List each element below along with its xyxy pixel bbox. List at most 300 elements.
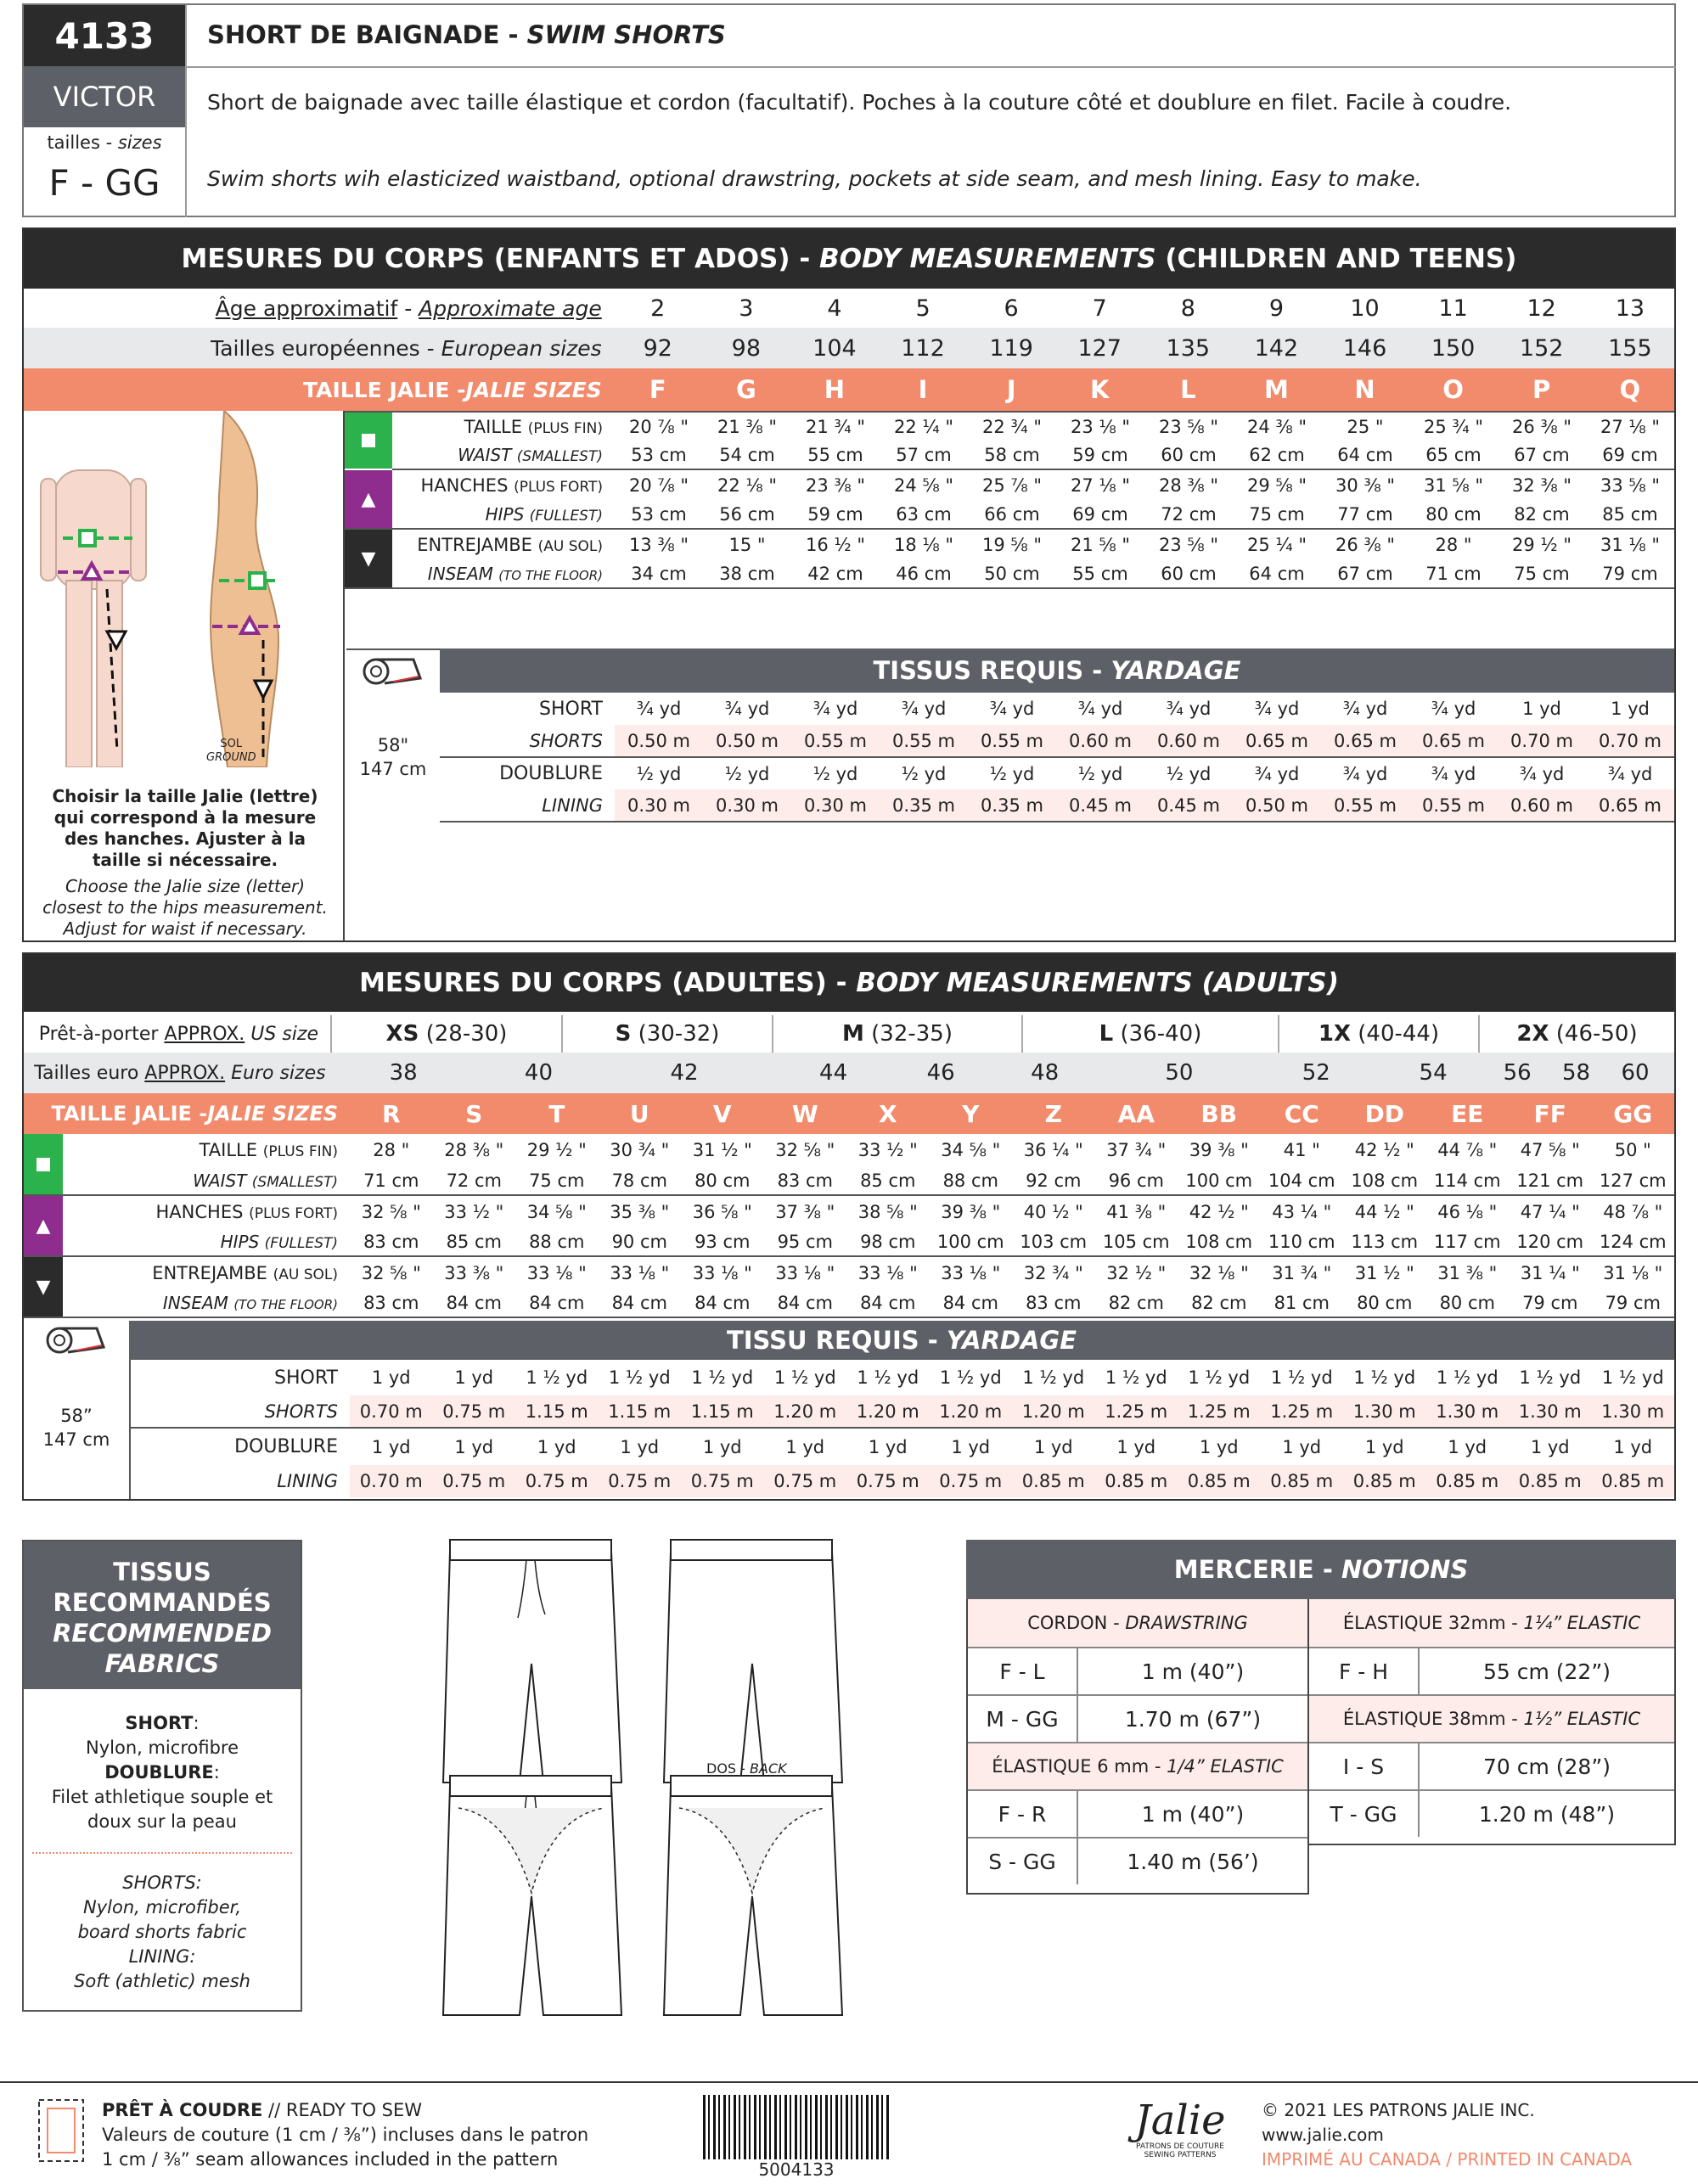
table-cell: 1 yd <box>537 1436 576 1457</box>
table-cell: EE <box>1451 1099 1484 1128</box>
table-row <box>440 789 1674 822</box>
table-cell: 1 ½ yd <box>1188 1367 1251 1388</box>
table-row <box>131 1360 1674 1395</box>
table-cell: 83 cm <box>1026 1292 1082 1313</box>
table-cell: 1 yd <box>454 1367 494 1388</box>
table-cell: SHORT <box>539 698 603 720</box>
table-cell: 21 ⅜ " <box>717 416 778 437</box>
table-cell: 1 yd <box>785 1436 825 1457</box>
table-cell: 1 ½ yd <box>1270 1367 1333 1388</box>
table-cell: 25 " <box>1347 416 1384 437</box>
table-cell: S (30-32) <box>562 1015 773 1053</box>
table-cell: 1.30 m <box>1509 1395 1592 1428</box>
table-row <box>440 693 1674 725</box>
kids-yardage-table <box>440 693 1674 823</box>
table-cell: 29 ½ " <box>1511 534 1572 555</box>
table-cell: 0.50 m <box>615 725 703 757</box>
table-cell: 58 cm <box>984 444 1040 465</box>
table-cell: 1 ½ yd <box>1519 1367 1582 1388</box>
table-cell: 13 <box>1615 295 1645 322</box>
kids-title: MESURES DU CORPS (ENFANTS ET ADOS) - BODY MEASUREMENTS (CHILDREN AND TEENS) <box>24 229 1674 289</box>
table-cell: W <box>791 1099 818 1128</box>
table-cell: 84 cm <box>860 1292 916 1313</box>
kids-fabric-width: 58" 147 cm <box>359 735 427 779</box>
table-cell: 46 cm <box>896 563 952 584</box>
table-cell: 23 ⅝ " <box>1158 416 1219 437</box>
table-cell: ½ yd <box>1166 763 1212 784</box>
table-cell: ¾ yd <box>901 699 947 719</box>
table-cell: 1 yd <box>951 1436 991 1457</box>
table-row <box>24 1166 1674 1195</box>
pattern-number: 4133 <box>24 5 185 66</box>
table-cell: 69 cm <box>1072 503 1128 525</box>
table-cell: 55 cm <box>1072 563 1128 584</box>
table-cell: 32 ¾ " <box>1023 1262 1083 1283</box>
table-cell: TAILLE (PLUS FIN) <box>199 1140 339 1160</box>
table-cell: 12 <box>1527 295 1556 322</box>
table-cell: ¾ yd <box>1607 763 1653 784</box>
table-cell: 81 cm <box>1274 1292 1330 1313</box>
table-cell: U <box>629 1099 649 1128</box>
table-cell: 0.75 m <box>599 1465 682 1497</box>
table-cell: 39 ⅜ " <box>1189 1140 1249 1160</box>
kids-euro-row <box>24 328 1674 368</box>
table-cell: 54 <box>1419 1060 1448 1086</box>
table-cell: M (32-35) <box>773 1015 1022 1053</box>
table-cell: 0.65 m <box>1586 789 1674 822</box>
kids-measurements-table <box>345 411 1674 589</box>
back-view-label: DOS - BACK <box>706 1760 787 1777</box>
table-cell: 31 ⅛ " <box>1600 534 1661 555</box>
table-cell: 9 <box>1268 295 1284 322</box>
table-cell: 80 cm <box>694 1170 751 1191</box>
ready-to-sew: PRÊT À COUDRE // READY TO SEW Valeurs de couture (1 cm / ⅜”) incluses dans le patron 1 cm / ⅜” seam allowances included in the pattern <box>102 2100 589 2170</box>
table-cell: 0.55 m <box>1321 789 1409 822</box>
table-cell: 1 yd <box>1613 1436 1653 1457</box>
table-cell: 64 cm <box>1337 444 1393 465</box>
table-cell: ¾ yd <box>1431 763 1476 784</box>
notions-left: CORDON - DRAWSTRING F - L 1 m (40”) M - GG 1.70 m (67”) ÉLASTIQUE 6 mm - 1/4” ELASTIC F - R 1 m (40”) S - GG 1.40 m (56’) <box>966 1599 1309 1895</box>
adults-rtw-table <box>24 1015 1674 1053</box>
table-row <box>345 469 1674 500</box>
table-cell: 98 cm <box>860 1231 916 1252</box>
table-cell: 33 ½ " <box>444 1201 504 1222</box>
table-row <box>345 441 1674 469</box>
table-row <box>131 1428 1674 1465</box>
table-cell: 119 <box>989 334 1033 362</box>
table-cell: ¾ yd <box>1519 763 1565 784</box>
table-cell: ½ yd <box>636 763 682 784</box>
table-cell: 82 cm <box>1514 503 1570 525</box>
table-cell: 60 cm <box>1161 563 1217 584</box>
table-cell: 85 cm <box>860 1170 916 1191</box>
table-cell: 0.85 m <box>1592 1465 1675 1497</box>
barcode: 5004133 <box>703 2095 890 2180</box>
table-cell: 23 ⅝ " <box>1158 534 1219 555</box>
kids-figure-panel <box>24 411 343 940</box>
table-cell: 1 ½ yd <box>773 1367 836 1388</box>
table-cell: 36 ¼ " <box>1023 1140 1083 1160</box>
table-cell: 35 ⅜ " <box>610 1201 670 1222</box>
table-cell: 50 cm <box>984 563 1040 584</box>
table-cell: 1.20 m <box>1012 1395 1095 1428</box>
table-cell: 1.20 m <box>764 1395 847 1428</box>
table-cell: 10 <box>1350 295 1380 322</box>
fabric-roll-icon <box>346 648 440 693</box>
table-cell: 0.45 m <box>1144 789 1233 822</box>
table-cell: 0.30 m <box>791 789 880 822</box>
table-cell: 0.75 m <box>930 1465 1013 1497</box>
table-row <box>131 1465 1674 1497</box>
table-cell: 1.30 m <box>1426 1395 1510 1428</box>
table-cell: 34 ⅝ " <box>941 1140 1001 1160</box>
table-cell: H <box>824 375 846 404</box>
table-cell: 146 <box>1342 334 1387 362</box>
table-cell: 77 cm <box>1337 503 1393 525</box>
table-cell: 31 ½ " <box>692 1140 752 1160</box>
table-cell: 18 ⅛ " <box>893 534 954 555</box>
table-cell: 54 cm <box>719 444 775 465</box>
table-cell: 124 cm <box>1599 1231 1667 1252</box>
table-cell: 104 cm <box>1268 1170 1335 1191</box>
table-cell: 75 cm <box>529 1170 585 1191</box>
table-cell: 85 cm <box>446 1231 502 1252</box>
table-cell: 75 cm <box>1514 563 1570 584</box>
table-cell: 155 <box>1608 334 1652 362</box>
table-cell: 47 ¼ " <box>1520 1201 1580 1222</box>
table-cell: 0.60 m <box>1056 725 1144 757</box>
adults-euro-table <box>24 1053 1674 1093</box>
website-link[interactable]: www.jalie.com <box>1262 2125 1384 2145</box>
technical-drawings <box>441 1536 857 2020</box>
table-cell: 26 ⅜ " <box>1511 416 1572 437</box>
table-cell: 84 cm <box>611 1292 667 1313</box>
table-cell: 64 cm <box>1249 563 1305 584</box>
table-cell: 142 <box>1254 334 1299 362</box>
table-row <box>24 1256 1674 1289</box>
notions-panel <box>966 1540 1676 1896</box>
table-cell: 25 ¼ " <box>1246 534 1307 555</box>
table-cell: 1 ½ yd <box>1105 1367 1167 1388</box>
table-cell: O <box>1442 375 1464 404</box>
table-row <box>440 757 1674 789</box>
notions-title: MERCERIE - NOTIONS <box>966 1540 1676 1599</box>
table-cell: 50 " <box>1614 1140 1651 1160</box>
table-cell: 0.75 m <box>846 1465 930 1497</box>
table-cell: 55 cm <box>807 444 863 465</box>
table-cell: 1.30 m <box>1592 1395 1675 1428</box>
table-cell: 120 cm <box>1516 1231 1584 1252</box>
table-cell: ½ yd <box>724 763 770 784</box>
copyright: © 2021 LES PATRONS JALIE INC. www.jalie.com IMPRIMÉ AU CANADA / PRINTED IN CANADA <box>1262 2100 1633 2170</box>
table-cell: 1.25 m <box>1095 1395 1178 1428</box>
table-cell: Âge approximatif - Approximate age <box>215 295 602 321</box>
table-cell: 82 cm <box>1108 1292 1164 1313</box>
table-cell: CC <box>1284 1099 1319 1128</box>
table-cell: ½ yd <box>989 763 1035 784</box>
table-cell: 42 ½ " <box>1354 1140 1414 1160</box>
table-cell: 1.15 m <box>681 1395 764 1428</box>
sizes-label: tailles - sizes <box>47 132 162 153</box>
table-cell: ¾ yd <box>724 699 770 719</box>
table-cell: 96 cm <box>1108 1170 1164 1191</box>
table-cell: Q <box>1619 375 1641 404</box>
table-row <box>24 1134 1674 1166</box>
table-cell: GG <box>1613 1099 1653 1128</box>
table-cell: 0.70 m <box>350 1395 433 1428</box>
table-cell: 82 cm <box>1191 1292 1247 1313</box>
table-cell: 1 yd <box>1199 1436 1239 1457</box>
table-cell: 62 cm <box>1249 444 1305 465</box>
table-cell: 0.75 m <box>515 1465 599 1497</box>
seam-allowance-icon <box>36 2097 87 2164</box>
table-cell: 90 cm <box>611 1231 667 1252</box>
table-cell: 135 <box>1166 334 1211 362</box>
table-cell: 30 ¾ " <box>610 1140 670 1160</box>
table-cell: 88 cm <box>529 1231 585 1252</box>
table-cell: ENTREJAMBE (AU SOL) <box>417 534 603 555</box>
table-cell: 39 ⅜ " <box>941 1201 1001 1222</box>
table-cell: 1 ½ yd <box>857 1367 919 1388</box>
table-cell: 121 cm <box>1516 1170 1584 1191</box>
table-cell: 83 cm <box>363 1292 419 1313</box>
table-cell: 22 ⅛ " <box>717 474 778 496</box>
table-cell: 0.60 m <box>1498 789 1586 822</box>
fabrics-en: SHORTS: Nylon, microfiber, board shorts fabric LINING: Soft (athletic) mesh <box>74 1872 250 1991</box>
table-cell: 1 ½ yd <box>608 1367 671 1388</box>
table-cell: 41 ⅜ " <box>1106 1201 1167 1222</box>
table-cell: 33 ⅛ " <box>857 1262 918 1283</box>
table-cell: 23 ⅛ " <box>1070 416 1131 437</box>
table-cell: ¾ yd <box>1077 699 1123 719</box>
table-cell: 7 <box>1092 295 1107 322</box>
table-cell: 83 cm <box>363 1231 419 1252</box>
table-cell: 0.30 m <box>703 789 791 822</box>
table-cell: 150 <box>1431 334 1476 362</box>
table-cell: 8 <box>1180 295 1195 322</box>
table-cell: 22 ¾ " <box>981 416 1043 437</box>
table-cell: 0.85 m <box>1343 1465 1426 1497</box>
table-cell: 0.85 m <box>1509 1465 1592 1497</box>
table-cell: 75 cm <box>1249 503 1305 525</box>
table-cell: 20 ⅞ " <box>628 416 689 437</box>
table-row <box>24 1015 1674 1053</box>
table-cell: 50 <box>1165 1060 1194 1086</box>
table-cell: 1 yd <box>1116 1436 1156 1457</box>
table-cell: G <box>735 375 756 404</box>
table-cell: 79 cm <box>1602 563 1658 584</box>
table-row <box>131 1395 1674 1428</box>
table-cell: L (36-40) <box>1022 1015 1279 1053</box>
table-cell: 0.75 m <box>681 1465 764 1497</box>
table-cell: 28 " <box>373 1140 410 1160</box>
table-cell: 33 ½ " <box>857 1140 918 1160</box>
table-cell: 37 ¾ " <box>1106 1140 1167 1160</box>
table-cell: 108 cm <box>1185 1231 1253 1252</box>
table-cell: 0.70 m <box>1498 725 1586 757</box>
table-cell: F <box>649 375 666 404</box>
table-cell: 1 yd <box>1033 1436 1073 1457</box>
table-cell: 25 ¾ " <box>1423 416 1484 437</box>
table-cell: 29 ½ " <box>526 1140 587 1160</box>
table-cell: 33 ⅛ " <box>610 1262 670 1283</box>
table-cell: 1 yd <box>620 1436 660 1457</box>
table-cell: 31 ½ " <box>1354 1262 1414 1283</box>
table-cell: 28 " <box>1435 534 1472 555</box>
table-cell: WAIST (SMALLEST) <box>458 444 603 465</box>
table-cell: 11 <box>1438 295 1468 322</box>
table-cell: 0.85 m <box>1178 1465 1261 1497</box>
table-cell: 2X (46-50) <box>1516 1021 1638 1047</box>
table-cell: 32 ⅝ " <box>361 1262 421 1283</box>
table-cell: 27 ⅛ " <box>1600 416 1661 437</box>
adults-fabric-width: 58” 147 cm <box>42 1406 110 1450</box>
table-cell: 29 ⅝ " <box>1246 474 1307 496</box>
table-row <box>24 1227 1674 1256</box>
table-cell: 108 cm <box>1351 1170 1419 1191</box>
table-cell: 32 ⅛ " <box>1189 1262 1249 1283</box>
table-cell: 71 cm <box>1425 563 1482 584</box>
table-cell: 0.65 m <box>1321 725 1409 757</box>
table-cell: 84 cm <box>446 1292 502 1313</box>
table-row <box>345 529 1674 559</box>
table-cell: X <box>878 1099 897 1128</box>
table-cell: Tailles européennes - European sizes <box>211 335 602 361</box>
table-cell: ¾ yd <box>1254 763 1300 784</box>
table-cell: 0.70 m <box>350 1465 433 1497</box>
table-cell: 33 ⅜ " <box>444 1262 504 1283</box>
ground-label: SOL GROUND <box>206 738 256 764</box>
table-cell: TAILLE JALIE -JALIE SIZES <box>303 377 602 402</box>
table-cell: 80 cm <box>1425 503 1482 525</box>
table-cell: 0.35 m <box>968 789 1056 822</box>
table-cell: 21 ¾ " <box>805 416 866 437</box>
adults-section <box>22 952 1676 1501</box>
table-cell: 1X (40-44) <box>1279 1015 1479 1053</box>
table-cell: 40 ½ " <box>1023 1201 1083 1222</box>
table-cell: R <box>381 1099 401 1128</box>
table-cell: 0.55 m <box>968 725 1056 757</box>
table-cell: 59 cm <box>807 503 863 525</box>
kids-body-figure <box>24 411 343 767</box>
table-cell: J <box>1006 375 1016 404</box>
table-cell: 0.75 m <box>764 1465 847 1497</box>
table-cell: 58 <box>1561 1060 1591 1086</box>
table-cell: 1 yd <box>1364 1436 1404 1457</box>
table-cell: 31 ⅜ " <box>1437 1262 1498 1283</box>
table-cell: 30 ⅜ " <box>1335 474 1396 496</box>
jalie-logo: Jalie PATRONS DE COUTURE SEWING PATTERNS <box>1134 2097 1226 2159</box>
table-cell: 63 cm <box>896 503 952 525</box>
table-cell: 5 <box>915 295 931 322</box>
table-cell <box>345 412 392 469</box>
table-cell: ENTREJAMBE (AU SOL) <box>152 1262 339 1283</box>
table-cell: 6 <box>1004 295 1019 322</box>
table-cell: ¾ yd <box>1254 699 1300 719</box>
table-cell: S <box>465 1099 483 1128</box>
adults-yardage-title: TISSU REQUIS - YARDAGE <box>129 1321 1674 1360</box>
table-cell: 53 cm <box>631 444 687 465</box>
pattern-title: SHORT DE BAIGNADE - SWIM SHORTS <box>207 20 726 49</box>
table-cell: 33 ⅛ " <box>775 1262 835 1283</box>
table-cell: Z <box>1044 1099 1062 1128</box>
table-cell: 19 ⅝ " <box>981 534 1043 555</box>
table-cell: TAILLE (PLUS FIN) <box>464 416 603 437</box>
description-en: Swim shorts wih elasticized waistband, optional drawstring, pockets at side seam, and mesh lining. Easy to make. <box>207 166 1422 191</box>
table-cell: 0.50 m <box>1233 789 1321 822</box>
table-cell: 38 cm <box>719 563 775 584</box>
table-cell: 23 ⅜ " <box>805 474 866 496</box>
table-cell: 1 ½ yd <box>1601 1367 1664 1388</box>
table-cell: 1 yd <box>1522 699 1561 719</box>
table-cell: 59 cm <box>1072 444 1128 465</box>
table-cell: 72 cm <box>1161 503 1217 525</box>
table-cell: DOUBLURE <box>499 763 603 784</box>
table-cell: ▲ <box>345 469 392 529</box>
table-cell: 44 ½ " <box>1354 1201 1414 1222</box>
table-cell: 25 ⅞ " <box>981 474 1043 496</box>
table-cell: 41 " <box>1283 1140 1320 1160</box>
table-cell: 117 cm <box>1433 1231 1501 1252</box>
table-cell: 1 ½ yd <box>1022 1367 1085 1388</box>
table-cell: 60 <box>1621 1060 1650 1086</box>
table-cell: 112 <box>901 334 945 362</box>
table-cell: 1 ½ yd <box>1436 1367 1498 1388</box>
table-cell: SHORTS <box>264 1401 338 1422</box>
table-cell: ▼ <box>345 529 392 588</box>
table-cell: 1 yd <box>1611 699 1650 719</box>
table-cell: 0.45 m <box>1056 789 1144 822</box>
table-cell: ½ yd <box>812 763 858 784</box>
table-cell: 79 cm <box>1605 1292 1661 1313</box>
table-cell: 1.30 m <box>1343 1395 1426 1428</box>
table-cell: 52 <box>1302 1060 1330 1086</box>
notions-right: ÉLASTIQUE 32mm - 1¼” ELASTIC F - H 55 cm (22”) ÉLASTIQUE 38mm - 1½” ELASTIC I - S 70 cm (28”) T - GG 1.20 m (48”) <box>1309 1599 1676 1845</box>
table-cell: 38 ⅝ " <box>857 1201 918 1222</box>
table-cell: 110 cm <box>1268 1231 1335 1252</box>
table-cell: 40 <box>524 1060 553 1086</box>
table-cell: 1 yd <box>454 1436 494 1457</box>
table-cell: 44 <box>819 1060 848 1086</box>
table-cell: 0.60 m <box>1144 725 1233 757</box>
table-cell: FF <box>1533 1099 1566 1128</box>
table-cell: ¾ yd <box>636 699 682 719</box>
table-cell: 42 cm <box>807 563 863 584</box>
table-cell: 84 cm <box>777 1292 833 1313</box>
fabrics-title: TISSUS RECOMMANDÉS RECOMMENDED FABRICS <box>24 1541 301 1689</box>
table-row <box>345 412 1674 441</box>
table-cell: N <box>1354 375 1375 404</box>
table-cell: Prêt-à-porter APPROX. US size <box>24 1015 331 1053</box>
kids-age-row <box>24 289 1674 328</box>
table-cell: 71 cm <box>363 1170 419 1191</box>
table-cell: 0.65 m <box>1409 725 1498 757</box>
recommended-fabrics <box>22 1540 302 2012</box>
table-cell: 32 ⅝ " <box>361 1201 421 1222</box>
table-cell: 53 cm <box>631 503 687 525</box>
description-fr: Short de baignade avec taille élastique et cordon (facultatif). Poches à la couture côté et doublure en filet. Facile à coudre. <box>207 90 1512 115</box>
table-cell: 0.65 m <box>1233 725 1321 757</box>
table-cell: 33 ⅛ " <box>526 1262 587 1283</box>
table-cell: 32 ⅝ " <box>775 1140 835 1160</box>
table-cell: HANCHES (PLUS FORT) <box>155 1201 339 1222</box>
table-cell: 0.55 m <box>791 725 880 757</box>
kids-jalie-row <box>24 368 1674 411</box>
table-cell: I <box>918 375 928 404</box>
table-cell: AA <box>1117 1099 1155 1128</box>
table-cell: ▼ <box>24 1256 63 1317</box>
table-cell: 31 ¾ " <box>1272 1262 1332 1283</box>
